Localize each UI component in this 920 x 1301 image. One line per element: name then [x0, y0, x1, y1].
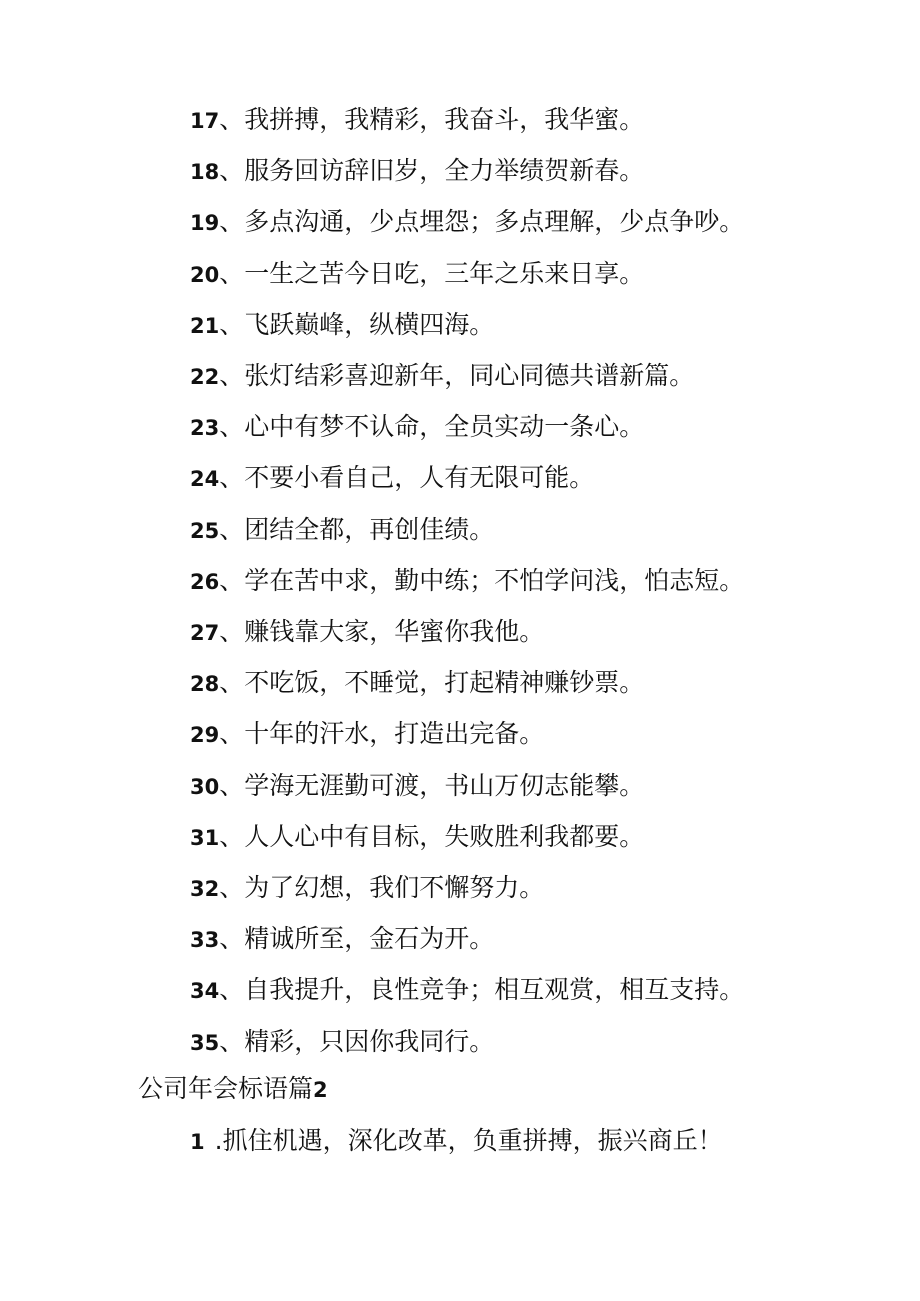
list-item — [190, 871, 544, 905]
list-item-separator: 、 — [219, 1027, 245, 1056]
list-item-separator: 、 — [219, 515, 245, 544]
list-item-number: 29 — [190, 723, 220, 747]
list-item-text: 自我提升，良性竞争；相互观赏，相互支持。 — [244, 975, 745, 1004]
list-item — [190, 666, 644, 700]
list-item-number: 19 — [190, 211, 220, 235]
list-item — [190, 410, 644, 444]
list-item-number: 25 — [190, 519, 220, 543]
list-item — [190, 359, 694, 393]
list-item-separator: 、 — [219, 463, 245, 492]
list-item-number: 17 — [190, 109, 220, 133]
list-item-text: 团结全都，再创佳绩。 — [244, 515, 495, 544]
list-item-text: 赚钱靠大家，华蜜你我他。 — [244, 617, 545, 646]
list-item-number: 23 — [190, 416, 220, 440]
list-item — [190, 973, 744, 1007]
list-item-number: 33 — [190, 928, 220, 952]
section-heading — [138, 1072, 328, 1106]
list-item-text: 服务回访辞旧岁，全力举绩贺新春。 — [244, 156, 645, 185]
list-item-separator: 、 — [219, 156, 245, 185]
list-item-separator: 、 — [219, 617, 245, 646]
list-item-text: 一生之苦今日吃，三年之乐来日享。 — [244, 259, 645, 288]
list-item-text: 张灯结彩喜迎新年，同心同德共谱新篇。 — [244, 361, 695, 390]
list-item-number: 32 — [190, 877, 220, 901]
list-item — [190, 205, 744, 239]
list-item — [190, 461, 594, 495]
list-item-number: 20 — [190, 263, 220, 287]
list-item — [190, 564, 744, 598]
list-item-number: 30 — [190, 775, 220, 799]
list-item-text: 心中有梦不认命，全员实动一条心。 — [244, 412, 645, 441]
sub-list-item — [190, 1124, 723, 1158]
list-item — [190, 308, 494, 342]
list-item-text: 精诚所至，金石为开。 — [244, 924, 495, 953]
list-item-number: 35 — [190, 1031, 220, 1055]
list-item-separator: 、 — [219, 566, 245, 595]
list-item-number: 26 — [190, 570, 220, 594]
list-item — [190, 103, 644, 137]
list-item-text: 多点沟通，少点埋怨；多点理解，少点争吵。 — [244, 207, 745, 236]
list-item-text: 不吃饭，不睡觉，打起精神赚钞票。 — [244, 668, 645, 697]
list-item-text: 飞跃巅峰，纵横四海。 — [244, 310, 495, 339]
list-item-number: 24 — [190, 467, 220, 491]
section-title: 公司年会标语篇 — [138, 1074, 314, 1103]
list-item — [190, 257, 644, 291]
list-item — [190, 922, 494, 956]
list-item-number: 18 — [190, 160, 220, 184]
list-item-number: 28 — [190, 672, 220, 696]
list-item-separator: 、 — [219, 668, 245, 697]
list-item-text: 不要小看自己，人有无限可能。 — [244, 463, 595, 492]
list-item — [190, 820, 644, 854]
list-item — [190, 615, 544, 649]
list-item — [190, 154, 644, 188]
list-item-separator: 、 — [219, 310, 245, 339]
list-item — [190, 513, 494, 547]
list-item-number: 34 — [190, 979, 220, 1003]
list-item-text: 学海无涯勤可渡，书山万仞志能攀。 — [244, 771, 645, 800]
list-item-separator: 、 — [219, 719, 245, 748]
list-item-separator: 、 — [219, 207, 245, 236]
list-item-text: 十年的汗水，打造出完备。 — [244, 719, 545, 748]
list-item — [190, 769, 644, 803]
list-item-separator: 、 — [219, 771, 245, 800]
list-item-number: 31 — [190, 826, 220, 850]
list-item — [190, 1025, 494, 1059]
list-item-number: 22 — [190, 365, 220, 389]
section-number: 2 — [313, 1078, 328, 1102]
list-item — [190, 717, 544, 751]
list-item-text: 我拼搏，我精彩，我奋斗，我华蜜。 — [244, 105, 645, 134]
list-item-separator: 、 — [219, 873, 245, 902]
sub-item-number: 1 — [190, 1130, 205, 1154]
list-item-number: 21 — [190, 314, 220, 338]
list-item-separator: 、 — [219, 361, 245, 390]
list-item-number: 27 — [190, 621, 220, 645]
sub-item-text: .抓住机遇，深化改革，负重拼搏，振兴商丘！ — [214, 1126, 723, 1155]
list-item-separator: 、 — [219, 412, 245, 441]
list-item-separator: 、 — [219, 924, 245, 953]
list-item-separator: 、 — [219, 259, 245, 288]
list-item-separator: 、 — [219, 822, 245, 851]
list-item-text: 为了幻想，我们不懈努力。 — [244, 873, 545, 902]
list-item-text: 精彩，只因你我同行。 — [244, 1027, 495, 1056]
list-item-text: 人人心中有目标，失败胜利我都要。 — [244, 822, 645, 851]
list-item-separator: 、 — [219, 975, 245, 1004]
list-item-separator: 、 — [219, 105, 245, 134]
list-item-text: 学在苦中求，勤中练；不怕学问浅，怕志短。 — [244, 566, 745, 595]
